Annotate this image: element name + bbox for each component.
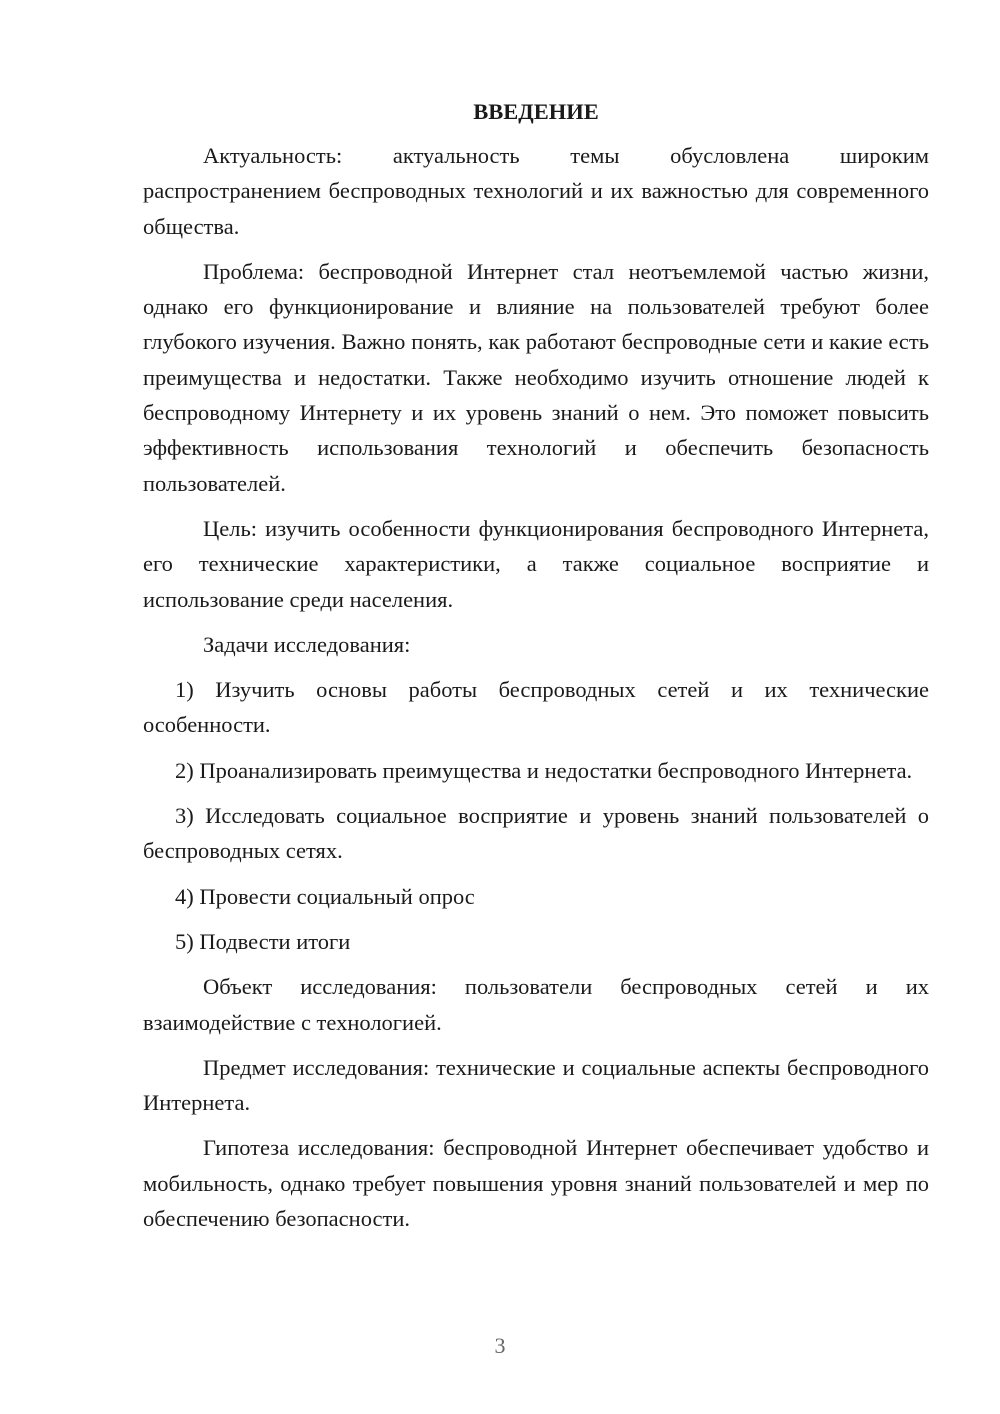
paragraph-tasks-intro: Задачи исследования: <box>203 631 411 657</box>
section-heading: ВВЕДЕНИЕ <box>473 99 599 124</box>
task-item-3: 3) Исследовать социальное восприятие и уровень знаний пользователей о беспроводных сетях. <box>143 803 929 864</box>
paragraph-subject: Предмет исследования: технические и социальные аспекты беспроводного Интернета. <box>143 1054 929 1116</box>
task-item-5: 5) Подвести итоги <box>175 928 351 954</box>
task-item-4: 4) Провести социальный опрос <box>175 883 475 909</box>
paragraph-goal: Цель: изучить особенности функционирования беспроводного Интернета, его технические характеристики, а также социальное восприятие и использование среди населения. <box>143 515 929 612</box>
page-content <box>143 94 929 1246</box>
paragraph-relevance: Актуальность: актуальность темы обусловлена широким распространением беспроводных технологий и их важностью для современного общества. <box>143 143 929 239</box>
page-number: 3 <box>494 1333 506 1358</box>
paragraph-hypothesis: Гипотеза исследования: беспроводной Интернет обеспечивает удобство и мобильность, однако требует повышения уровня знаний пользователей и мер по обеспечению безопасности. <box>143 1135 929 1232</box>
task-item-2: 2) Проанализировать преимущества и недостатки беспроводного Интернета. <box>175 757 913 783</box>
paragraph-problem: Проблема: беспроводной Интернет стал неотъемлемой частью жизни, однако его функционирование и влияние на пользователей требуют более глубокого изучения. Важно понять, как работают беспроводные сети и какие есть преимущества и недостатки. Также необходимо изучить отношение людей к беспроводному Интернету и их уровень знаний о нем. Это поможет повысить эффективность использования технологий и обеспечить безопасность пользователей. <box>143 258 929 496</box>
task-item-1: 1) Изучить основы работы беспроводных сетей и их технические особенности. <box>143 677 929 738</box>
paragraph-object: Объект исследования: пользователи беспроводных сетей и их взаимодействие с технологией. <box>143 974 929 1035</box>
